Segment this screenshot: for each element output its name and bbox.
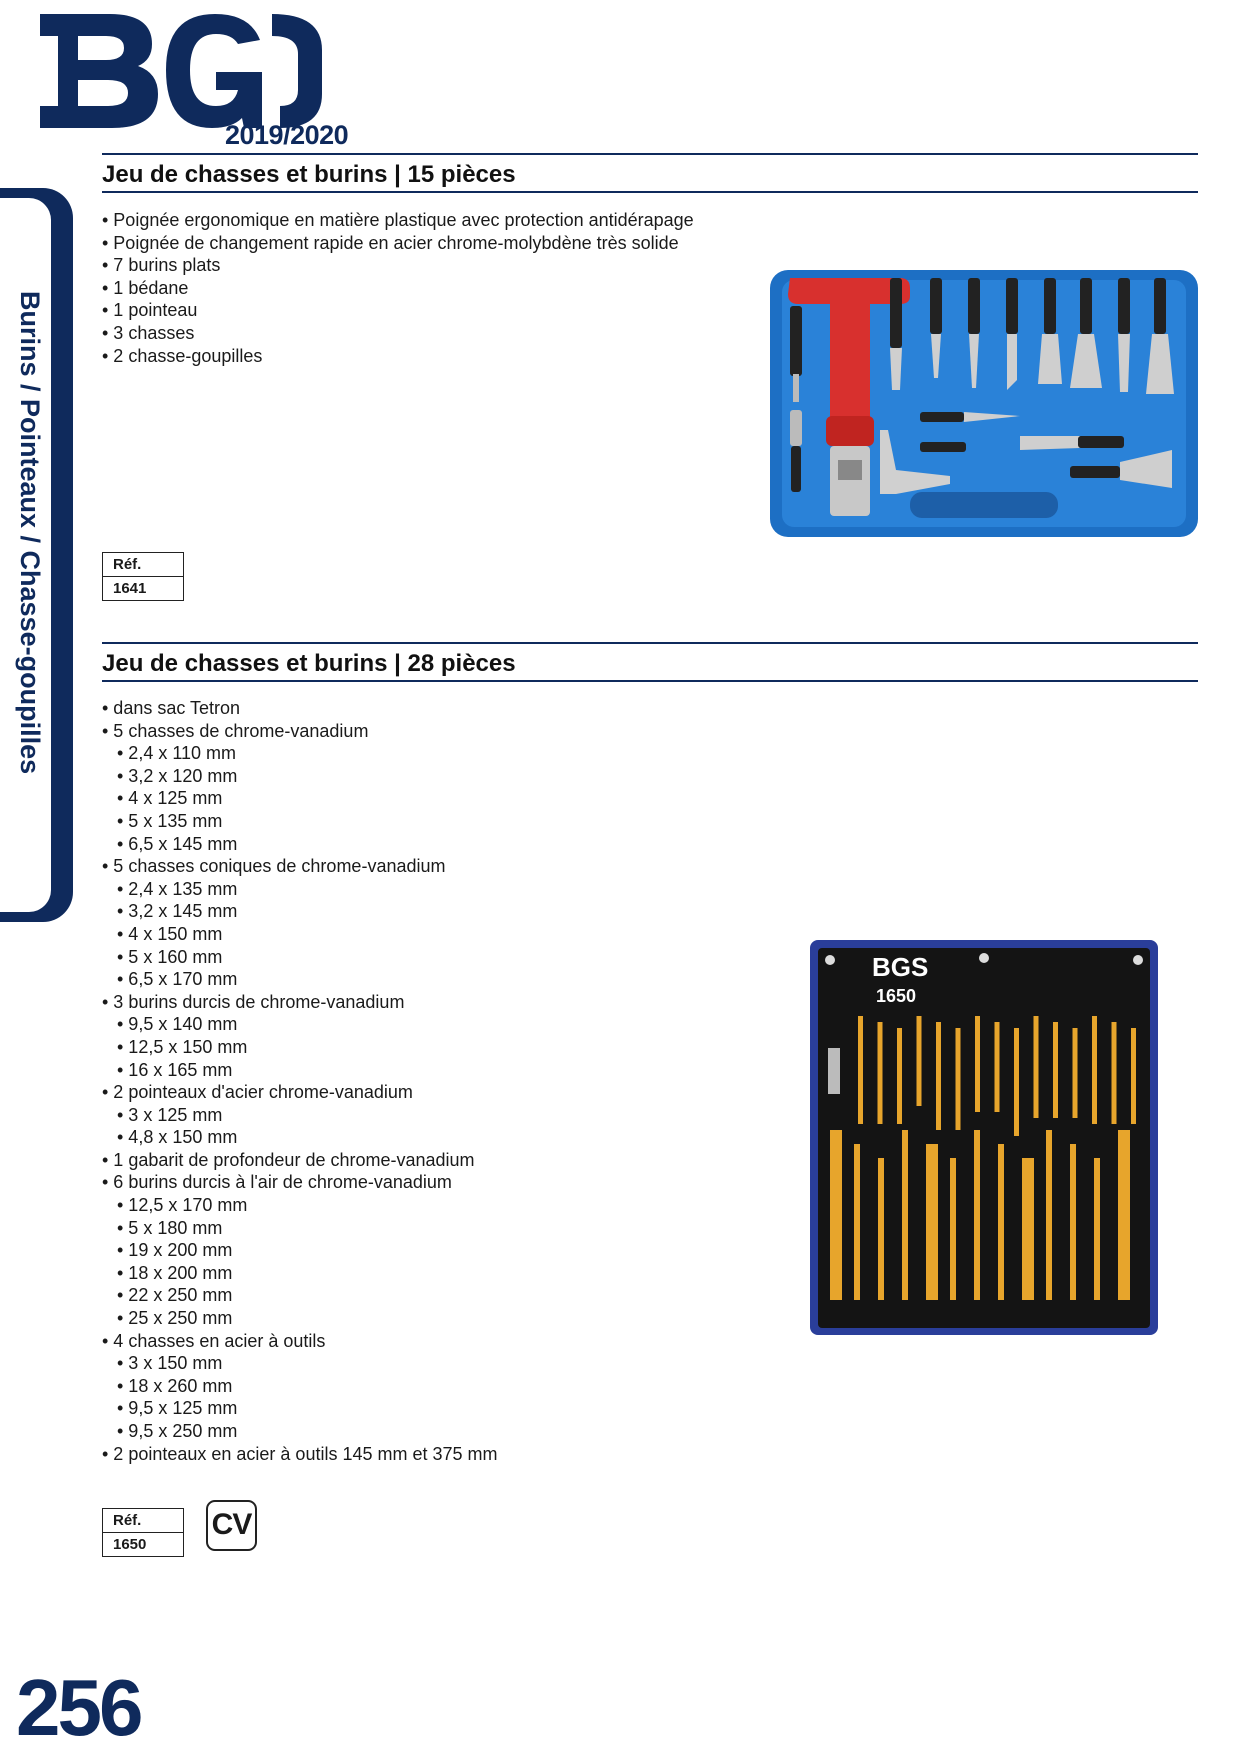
feature-item: • 4 chasses en acier à outils xyxy=(102,1330,326,1351)
feature-item: • 2 pointeaux en acier à outils 145 mm et 375 mm xyxy=(102,1443,498,1464)
feature-item: • Poignée de changement rapide en acier chrome-molybdène très solide xyxy=(102,232,679,253)
feature-item: • 5 x 160 mm xyxy=(117,946,223,967)
feature-item: • 3,2 x 145 mm xyxy=(117,901,238,922)
chisel-icon xyxy=(998,1144,1004,1300)
feature-item: • 16 x 165 mm xyxy=(117,1059,233,1080)
feature-item: • 18 x 200 mm xyxy=(117,1262,233,1283)
chisel-icon xyxy=(1046,1130,1052,1300)
feature-item: • 3 burins durcis de chrome-vanadium xyxy=(102,991,405,1012)
punch-icon xyxy=(1034,1016,1039,1118)
feature-item: • dans sac Tetron xyxy=(102,698,241,718)
page-number: 256 xyxy=(16,1663,141,1752)
punch-icon xyxy=(1073,1028,1078,1118)
feature-item: • 9,5 x 250 mm xyxy=(117,1421,238,1441)
chisel-icon xyxy=(1070,1144,1076,1300)
punch-icon xyxy=(1131,1028,1136,1124)
feature-item: • 3 x 125 mm xyxy=(117,1104,223,1125)
feature-item: • 4,8 x 150 mm xyxy=(117,1127,238,1148)
bgs-logo-icon xyxy=(40,10,340,130)
chrome-vanadium-badge: CV xyxy=(206,1500,257,1551)
tool-roll-photo xyxy=(810,940,1158,1335)
feature-item: • 9,5 x 125 mm xyxy=(117,1398,238,1419)
punch-icon xyxy=(995,1022,1000,1112)
feature-item: • 3,2 x 120 mm xyxy=(117,765,238,786)
feature-item: • 3 chasses xyxy=(102,322,195,343)
punch-icon xyxy=(956,1028,961,1130)
feature-item: • Poignée ergonomique en matière plastique avec protection antidérapage xyxy=(102,210,694,230)
feature-item: • 2 chasse-goupilles xyxy=(102,345,263,366)
feature-item: • 4 x 125 mm xyxy=(117,788,223,809)
roll-article-number: 1650 xyxy=(876,986,917,1006)
feature-item: • 5 chasses coniques de chrome-vanadium xyxy=(102,856,446,877)
feature-item: • 6,5 x 170 mm xyxy=(117,969,238,990)
feature-item: • 12,5 x 150 mm xyxy=(117,1036,248,1057)
punch-icon xyxy=(1014,1028,1019,1136)
product-title-1650: Jeu de chasses et burins | 28 pièces xyxy=(102,642,1198,682)
roll-brand-logo: BGS xyxy=(872,952,929,982)
feature-item: • 5 x 180 mm xyxy=(117,1217,223,1238)
chisel-icon xyxy=(878,1158,884,1300)
punch-icon xyxy=(1092,1016,1097,1124)
punch-icon xyxy=(917,1016,922,1106)
reference-label: Réf. xyxy=(113,1512,142,1529)
punch-icon xyxy=(858,1016,863,1124)
punch-icon xyxy=(1053,1022,1058,1118)
chisel-icon xyxy=(902,1130,908,1300)
feature-item: • 19 x 200 mm xyxy=(117,1240,233,1261)
feature-item: • 5 chasses de chrome-vanadium xyxy=(102,720,369,741)
chisel-icon xyxy=(854,1144,860,1300)
feature-item: • 2,4 x 135 mm xyxy=(117,878,238,899)
feature-item: • 25 x 250 mm xyxy=(117,1308,233,1329)
feature-item: • 1 gabarit de profondeur de chrome-vanadium xyxy=(102,1149,475,1170)
feature-item: • 12,5 x 170 mm xyxy=(117,1195,248,1216)
feature-item: • 3 x 150 mm xyxy=(117,1353,223,1374)
chisel-icon xyxy=(1022,1158,1034,1300)
product-features-1650 xyxy=(102,697,498,1465)
reference-box-1650 xyxy=(102,1508,184,1557)
feature-item: • 2 pointeaux d'acier chrome-vanadium xyxy=(102,1082,413,1103)
feature-item: • 4 x 150 mm xyxy=(117,923,223,944)
punch-icon xyxy=(1112,1022,1117,1124)
reference-number: 1650 xyxy=(103,1532,183,1556)
product-features-1641 xyxy=(102,209,694,367)
chisel-icon xyxy=(974,1130,980,1300)
feature-item: • 6,5 x 145 mm xyxy=(117,833,238,854)
chisel-icon xyxy=(1118,1130,1130,1300)
feature-item: • 22 x 250 mm xyxy=(117,1285,233,1306)
feature-item: • 1 bédane xyxy=(102,277,189,298)
product-title-1641: Jeu de chasses et burins | 15 pièces xyxy=(102,153,1198,193)
category-side-label: Burins / Pointeaux / Chasse-goupilles xyxy=(15,291,45,775)
feature-item: • 9,5 x 140 mm xyxy=(117,1014,238,1035)
feature-item: • 1 pointeau xyxy=(102,300,198,321)
tool-case-photo xyxy=(770,270,1198,537)
chisel-icon xyxy=(1094,1158,1100,1300)
punch-icon xyxy=(975,1016,980,1112)
punch-icon xyxy=(878,1022,883,1124)
punch-icon xyxy=(936,1022,941,1130)
feature-item: • 18 x 260 mm xyxy=(117,1375,233,1396)
punch-icon xyxy=(897,1028,902,1124)
feature-item: • 5 x 135 mm xyxy=(117,810,223,831)
chisel-icon xyxy=(950,1158,956,1300)
reference-box-1641 xyxy=(102,552,184,601)
chisel-icon xyxy=(926,1144,938,1300)
catalog-year: 2019/2020 xyxy=(225,120,349,150)
feature-item: • 6 burins durcis à l'air de chrome-vanadium xyxy=(102,1172,452,1193)
feature-item: • 2,4 x 110 mm xyxy=(117,743,237,764)
reference-number: 1641 xyxy=(103,576,183,600)
chisel-icon xyxy=(830,1130,842,1300)
reference-label: Réf. xyxy=(113,556,142,573)
bgs-logo xyxy=(40,10,349,150)
feature-item: • 7 burins plats xyxy=(102,255,221,276)
